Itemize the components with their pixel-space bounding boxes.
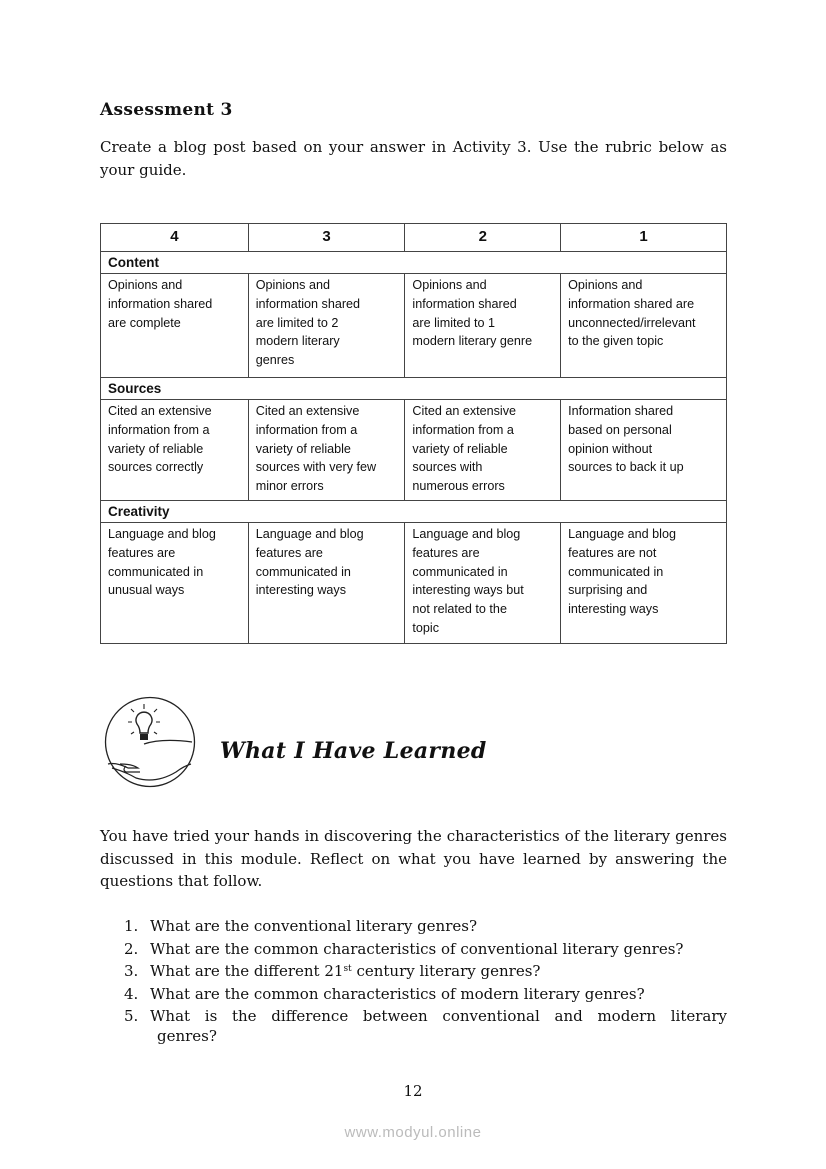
criterion-label: Creativity (101, 501, 727, 523)
rubric-cell: Opinions and information shared are complete (101, 274, 249, 378)
list-item (100, 915, 727, 938)
list-item (100, 1005, 727, 1028)
table-row (101, 523, 727, 644)
question-text: What are the conventional literary genres? (150, 917, 477, 935)
list-item (100, 983, 727, 1006)
question-text-part: century literary genres? (351, 962, 541, 980)
rubric-header-row (101, 224, 727, 252)
question-text: What is the difference between conventional and modern literary (150, 1007, 727, 1025)
question-list (100, 915, 727, 1028)
rubric-cell: Language and blog features are communicated in unusual ways (101, 523, 249, 644)
criterion-label: Content (101, 252, 727, 274)
criterion-label: Sources (101, 378, 727, 400)
question-text (150, 960, 727, 983)
watermark: www.modyul.online (344, 1124, 482, 1141)
rubric-cell: Opinions and information shared are limited to 2 modern literary genres (248, 274, 405, 378)
assessment-instructions: Create a blog post based on your answer in Activity 3. Use the rubric below as your guide. (100, 138, 727, 179)
question-text: What are the common characteristics of modern literary genres? (150, 984, 645, 1003)
rubric-cell: Cited an extensive information from a variety of reliable sources with numerous errors (405, 400, 561, 501)
rubric-cell: Opinions and information shared are limited to 1 modern literary genre (405, 274, 561, 378)
score-header: 3 (248, 224, 405, 252)
section-heading: What I Have Learned (220, 738, 487, 764)
rubric-cell: Language and blog features are communicated in interesting ways but not related to the topic (405, 523, 561, 644)
question-number: 1. (124, 917, 139, 935)
rubric-cell: Language and blog features are not communicated in surprising and interesting ways (561, 523, 727, 644)
page-number: 12 (403, 1082, 423, 1100)
superscript: st (343, 964, 352, 974)
rubric-cell: Language and blog features are communicated in interesting ways (248, 523, 405, 644)
question-text-continued: genres? (157, 1027, 217, 1045)
question-number: 4. (124, 984, 139, 1003)
rubric-table (100, 223, 727, 644)
assessment-title: Assessment 3 (100, 100, 233, 120)
question-number: 3. (124, 962, 139, 980)
list-item (100, 938, 727, 961)
rubric-cell: Cited an extensive information from a variety of reliable sources correctly (101, 400, 249, 501)
score-header: 2 (405, 224, 561, 252)
list-item (100, 960, 727, 983)
score-header: 1 (561, 224, 727, 252)
rubric-cell: Information shared based on personal opinion without sources to back it up (561, 400, 727, 501)
rubric-cell: Opinions and information shared are unconnected/irrelevant to the given topic (561, 274, 727, 378)
question-number: 2. (124, 939, 139, 958)
lightbulb-hand-icon (104, 696, 196, 788)
question-text: What are the common characteristics of conventional literary genres? (150, 939, 684, 958)
question-text-part: What are the different 21 (150, 962, 344, 980)
reflection-intro: You have tried your hands in discovering the characteristics of the literary genres discussed in this module. Reflect on what you have learned by answering the questions that follow. (100, 827, 727, 890)
rubric-cell: Cited an extensive information from a variety of reliable sources with very few minor errors (248, 400, 405, 501)
question-number: 5. (124, 1007, 139, 1025)
table-row (101, 400, 727, 501)
table-row (101, 274, 727, 378)
score-header: 4 (101, 224, 249, 252)
